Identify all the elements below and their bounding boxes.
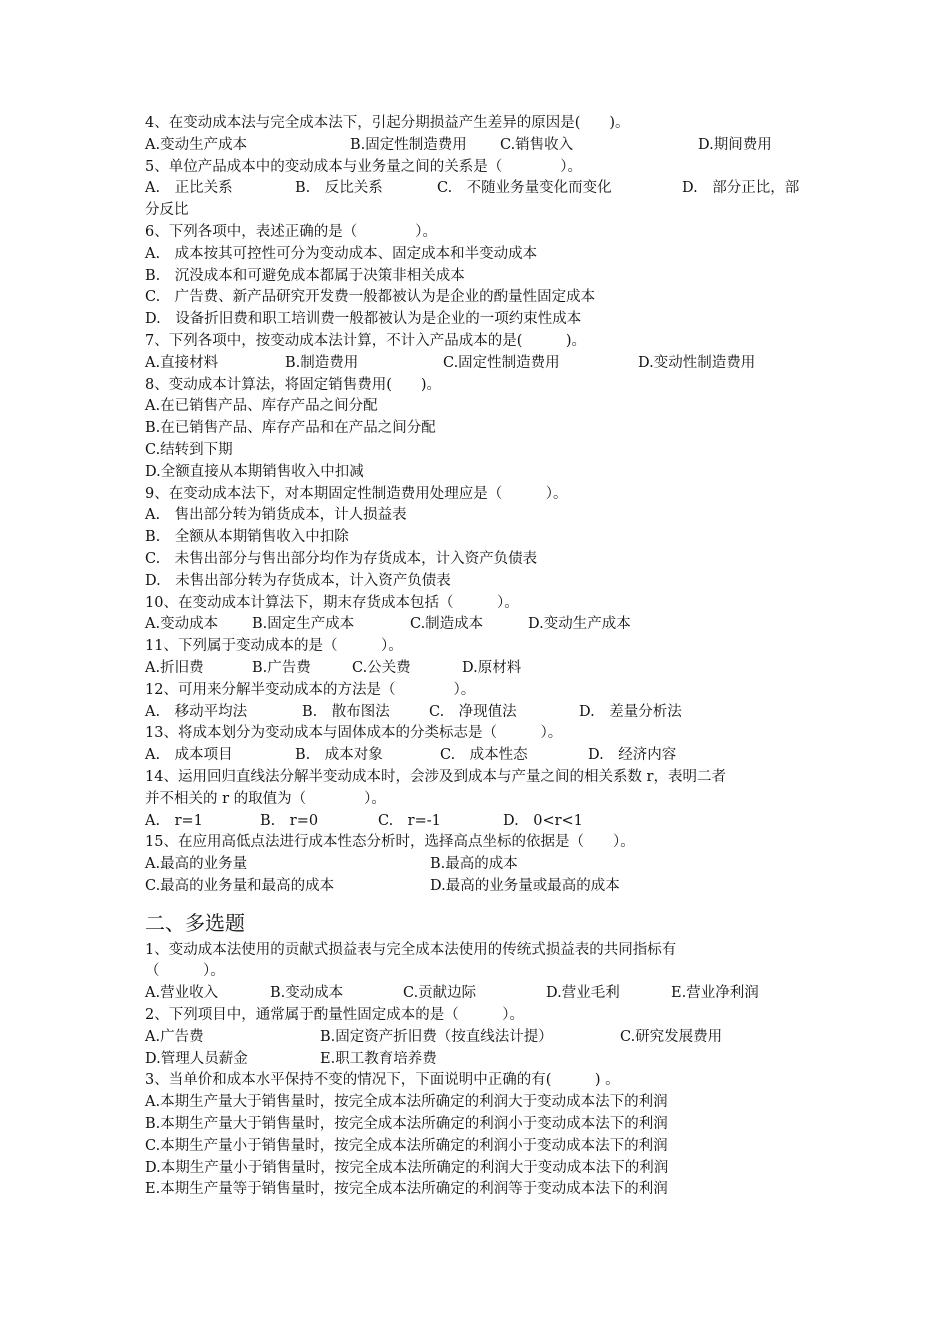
- option-d: D.管理人员薪金: [145, 1050, 248, 1067]
- option-b: B. 散布图法: [302, 703, 390, 720]
- option-a: A.变动成本: [145, 616, 219, 633]
- option-c: C.制造成本: [410, 616, 484, 633]
- option-a: A. 成本按其可控性可分为变动成本、固定成本和半变动成本: [145, 245, 538, 262]
- question-4-stem: 4、在变动成本法与完全成本法下，引起分期损益产生差异的原因是( )。: [145, 115, 630, 131]
- option-c: C.研究发展费用: [620, 1028, 723, 1045]
- option-c: C. 广告费、新产品研究开发费一般都被认为是企业的酌量性固定成本: [145, 289, 596, 306]
- question-14-stem-line2: 并不相关的 r 的取值为（ ）。: [145, 790, 386, 807]
- multi-question-1-options: [145, 983, 815, 1005]
- question-5-stem: 5、单位产品成本中的变动成本与业务量之间的关系是（ ）。: [145, 158, 582, 175]
- option-d: D. 经济内容: [588, 747, 677, 764]
- option-c: C. 不随业务量变化而变化: [437, 180, 612, 197]
- option-c: C. 净现值法: [429, 703, 517, 720]
- question-13-options: [145, 745, 815, 767]
- option-d: D. 差量分析法: [579, 703, 682, 720]
- question-5-options: [145, 178, 815, 200]
- question-12-stem: 12、可用来分解半变动成本的方法是（ ）。: [145, 681, 476, 698]
- multi-question-2-stem: 2、下列项目中，通常属于酌量性固定成本的是（ ）。: [145, 1007, 524, 1024]
- option-a: A.最高的业务量: [145, 856, 248, 873]
- option-a: A.本期生产量大于销售量时，按完全成本法所确定的利润大于变动成本法下的利润: [145, 1094, 668, 1111]
- option-d: D. 未售出部分转为存货成本，计入资产负债表: [145, 572, 451, 589]
- section-heading: 二、多选题: [145, 910, 245, 935]
- option-c: C.结转到下期: [145, 441, 233, 458]
- option-c: C.贡献边际: [403, 985, 477, 1002]
- option-c: C. 未售出部分与售出部分均作为存货成本，计入资产负债表: [145, 550, 538, 567]
- option-b: B.制造费用: [285, 354, 359, 371]
- option-a: A. 售出部分转为销货成本，计人损益表: [145, 507, 407, 524]
- option-c: C.本期生产量小于销售量时，按完全成本法所确定的利润小于变动成本法下的利润: [145, 1137, 668, 1154]
- question-10-stem: 10、在变动成本计算法下，期末存货成本包括（ ）。: [145, 594, 519, 611]
- option-d: D. 0<r<1: [503, 812, 583, 829]
- option-a: A. 成本项目: [145, 747, 233, 764]
- option-a: A. 正比关系: [145, 180, 233, 197]
- option-d: D. 设备折旧费和职工培训费一般都被认为是企业的一项约束性成本: [145, 311, 582, 328]
- option-c: C. 成本性态: [440, 747, 528, 764]
- question-15-stem: 15、在应用高低点法进行成本性态分析时，选择高点坐标的依据是（ ）。: [145, 834, 635, 851]
- question-8-stem: 8、变动成本计算法，将固定销售费用( )。: [145, 376, 442, 393]
- multi-question-2-options-row2: [145, 1049, 815, 1071]
- option-d: D.原材料: [462, 659, 522, 676]
- option-b: B.变动成本: [270, 985, 344, 1002]
- option-b: B.固定生产成本: [252, 616, 355, 633]
- option-b: B. r=0: [260, 812, 319, 829]
- option-c: C.最高的业务量和最高的成本: [145, 877, 335, 894]
- option-c: C.固定性制造费用: [443, 354, 560, 371]
- question-13-stem: 13、将成本划分为变动成本与固体成本的分类标志是（ ）。: [145, 725, 563, 742]
- option-d: D.营业毛利: [546, 985, 620, 1002]
- option-b: B.本期生产量大于销售量时，按完全成本法所确定的利润小于变动成本法下的利润: [145, 1116, 668, 1133]
- option-b: B. 全额从本期销售收入中扣除: [145, 529, 349, 546]
- option-d: D.期间费用: [698, 136, 772, 153]
- option-d: D. 部分正比，部: [682, 180, 800, 197]
- option-d: D.变动性制造费用: [638, 354, 756, 371]
- question-11-stem: 11、下列属于变动成本的是（ ）。: [145, 638, 403, 655]
- question-10-options: [145, 614, 815, 636]
- option-a: A.在已销售产品、库存产品之间分配: [145, 398, 378, 415]
- multi-question-3-stem: 3、当单价和成本水平保持不变的情况下，下面说明中正确的有( ) 。: [145, 1072, 620, 1089]
- question-15-options-row2: [145, 876, 815, 898]
- option-a: A.变动生产成本: [145, 136, 248, 153]
- option-b: B.固定性制造费用: [350, 136, 467, 153]
- multi-question-1-stem-line1: 1、变动成本法使用的贡献式损益表与完全成本法使用的传统式损益表的共同指标有: [145, 941, 677, 958]
- option-c: C.公关费: [352, 659, 411, 676]
- option-a: A.折旧费: [145, 659, 204, 676]
- question-12-options: [145, 702, 815, 724]
- option-b: B. 沉没成本和可避免成本都属于决策非相关成本: [145, 267, 465, 284]
- question-9-stem: 9、在变动成本法下，对本期固定性制造费用处理应是（ ）。: [145, 485, 568, 502]
- question-15-options-row1: [145, 854, 815, 876]
- option-a: A.直接材料: [145, 354, 219, 371]
- option-c: C. r=-1: [378, 812, 441, 829]
- multi-question-1-stem-line2: （ ）。: [145, 963, 225, 980]
- question-14-options: [145, 811, 815, 833]
- option-b: B.在已销售产品、库存产品和在产品之间分配: [145, 420, 436, 437]
- option-b: B.固定资产折旧费（按直线法计提）: [320, 1028, 553, 1045]
- question-14-stem-line1: 14、运用回归直线法分解半变动成本时，会涉及到成本与产量之间的相关系数 r，表明二者: [145, 768, 726, 785]
- option-a: A.广告费: [145, 1028, 204, 1045]
- document-page: [145, 113, 815, 1201]
- option-a: A.营业收入: [145, 985, 219, 1002]
- option-b: B. 成本对象: [295, 747, 383, 764]
- question-4-options: [145, 135, 815, 157]
- multi-question-2-options-row1: [145, 1027, 815, 1049]
- option-a: A. r=1: [145, 812, 203, 829]
- option-e: E.营业净利润: [671, 985, 759, 1002]
- question-5-continuation: 分反比: [145, 202, 189, 219]
- question-7-stem: 7、下列各项中，按变动成本法计算，不计入产品成本的是( )。: [145, 332, 587, 349]
- option-d: D.本期生产量小于销售量时，按完全成本法所确定的利润大于变动成本法下的利润: [145, 1159, 669, 1176]
- option-e: E.本期生产量等于销售量时，按完全成本法所确定的利润等于变动成本法下的利润: [145, 1181, 668, 1198]
- option-c: C.销售收入: [500, 136, 574, 153]
- option-d: D.全额直接从本期销售收入中扣减: [145, 463, 364, 480]
- option-d: D.最高的业务量或最高的成本: [430, 877, 620, 894]
- option-a: A. 移动平均法: [145, 703, 248, 720]
- option-b: B.广告费: [252, 659, 311, 676]
- option-b: B.最高的成本: [430, 856, 518, 873]
- question-6-stem: 6、下列各项中，表述正确的是（ ）。: [145, 223, 437, 240]
- option-b: B. 反比关系: [295, 180, 383, 197]
- question-11-options: [145, 658, 815, 680]
- option-e: E.职工教育培养费: [320, 1050, 437, 1067]
- question-7-options: [145, 353, 815, 375]
- option-d: D.变动生产成本: [528, 616, 631, 633]
